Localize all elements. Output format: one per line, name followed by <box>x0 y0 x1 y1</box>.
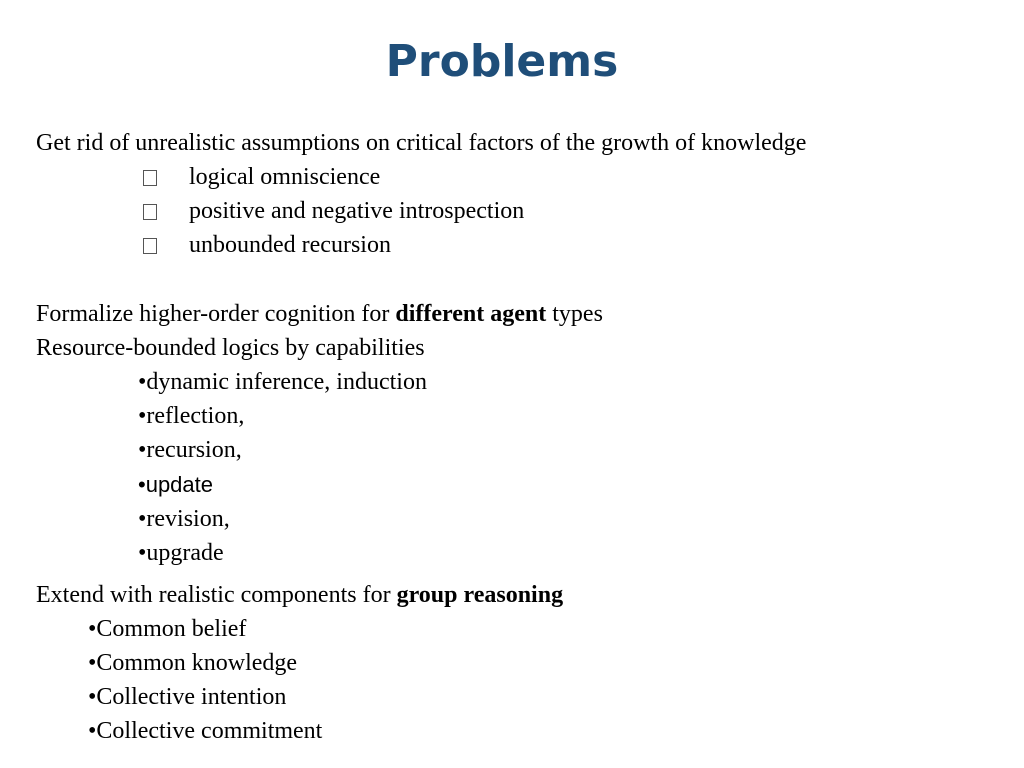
group-item: •Collective commitment <box>88 718 323 744</box>
slide-title: Problems <box>385 36 619 87</box>
group-item: •Common belief <box>88 616 247 642</box>
checkbox-icon <box>143 238 157 254</box>
assumption-item: positive and negative introspection <box>189 198 525 224</box>
paragraph-agent-types <box>36 300 603 328</box>
capability-item: •revision, <box>138 506 230 532</box>
group-reasoning-bold: group reasoning <box>396 582 564 608</box>
checkbox-icon <box>143 204 157 220</box>
group-reasoning-prefix: Extend with realistic components for <box>36 582 397 608</box>
checkbox-icon <box>143 170 157 186</box>
assumption-item: unbounded recursion <box>189 232 391 258</box>
paragraph-assumptions: Get rid of unrealistic assumptions on critical factors of the growth of knowledge <box>36 130 807 156</box>
capability-item: •upgrade <box>138 540 224 566</box>
agent-types-prefix: Formalize higher-order cognition for <box>36 301 396 327</box>
capability-item: •recursion, <box>138 437 242 463</box>
paragraph-group-reasoning <box>36 581 563 609</box>
agent-types-suffix: types <box>546 301 603 327</box>
agent-types-bold: different agent <box>395 301 547 327</box>
capability-item: •dynamic inference, induction <box>138 369 427 395</box>
group-item: •Common knowledge <box>88 650 298 676</box>
group-item: •Collective intention <box>88 684 287 710</box>
capability-item: •reflection, <box>138 403 245 429</box>
paragraph-resource-bounded: Resource-bounded logics by capabilities <box>36 335 425 361</box>
assumption-item: logical omniscience <box>189 164 381 190</box>
capability-item: •update <box>138 472 213 497</box>
